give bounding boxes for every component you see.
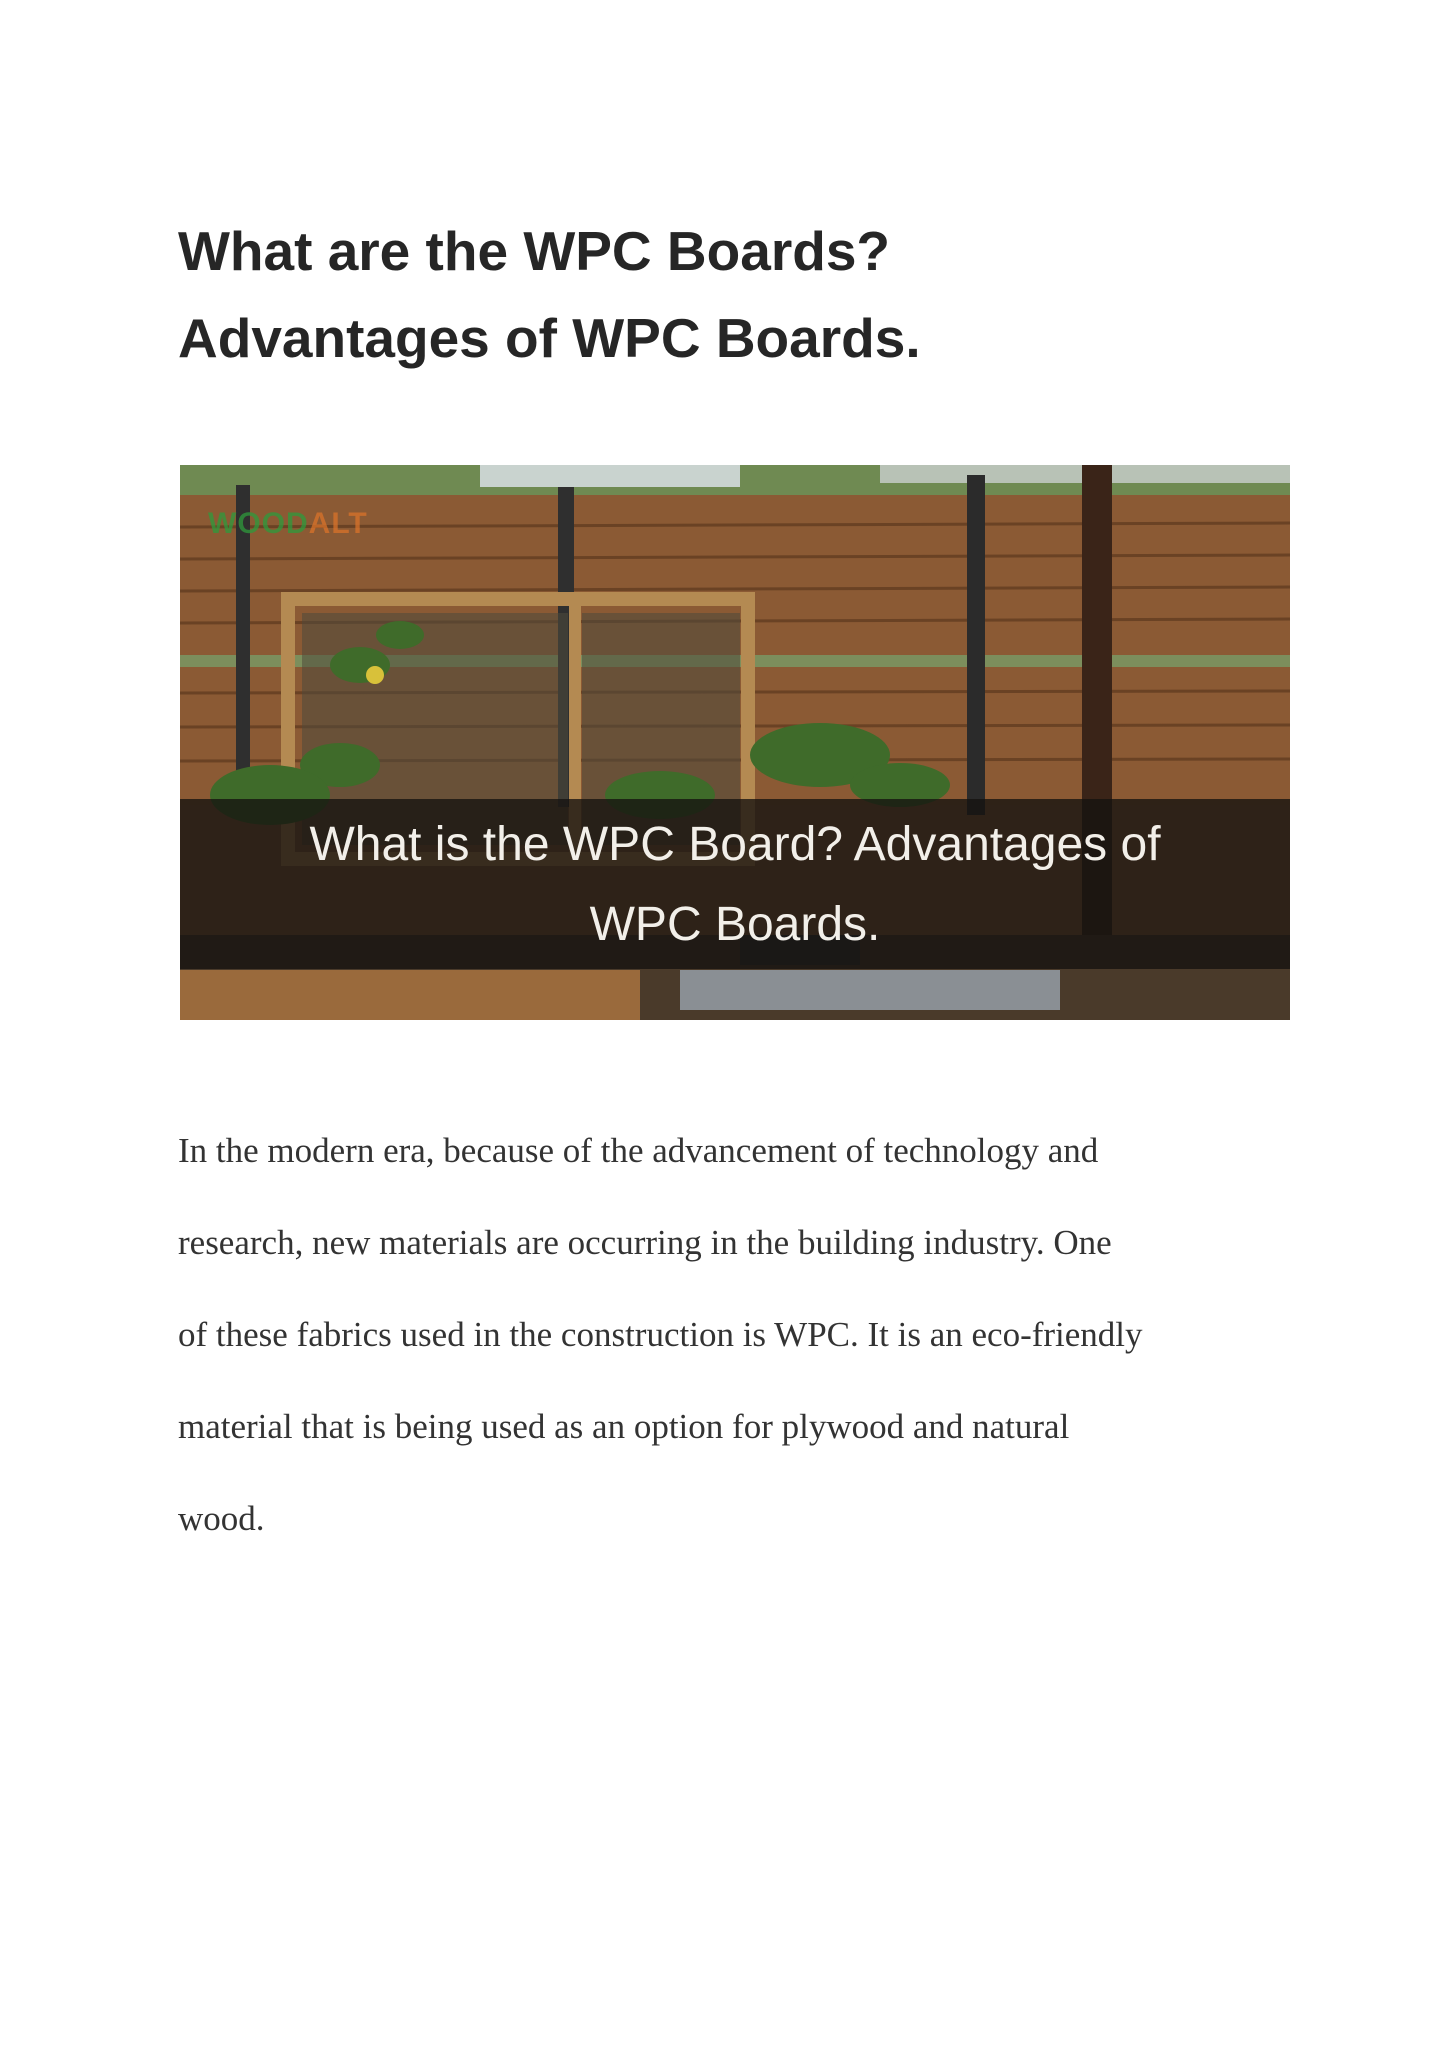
paragraph-line: wood. bbox=[178, 1499, 265, 1538]
body-paragraph bbox=[178, 1105, 1303, 1565]
paragraph-line: of these fabrics used in the construction is WPC. It is an eco-friendly bbox=[178, 1315, 1143, 1354]
title-line-2: Advantages of WPC Boards. bbox=[178, 307, 921, 369]
brand-logo: WOODALT bbox=[208, 507, 368, 540]
paragraph-line: material that is being used as an option for plywood and natural bbox=[178, 1407, 1070, 1446]
page-title bbox=[178, 208, 1298, 382]
caption-line-2: WPC Boards. bbox=[589, 898, 881, 951]
title-line-1: What are the WPC Boards? bbox=[178, 220, 891, 282]
paragraph-line: research, new materials are occurring in the building industry. One bbox=[178, 1223, 1112, 1262]
hero-image bbox=[180, 465, 1290, 1020]
caption-line-1: What is the WPC Board? Advantages of bbox=[309, 818, 1161, 871]
paragraph-line: In the modern era, because of the advancement of technology and bbox=[178, 1131, 1099, 1170]
